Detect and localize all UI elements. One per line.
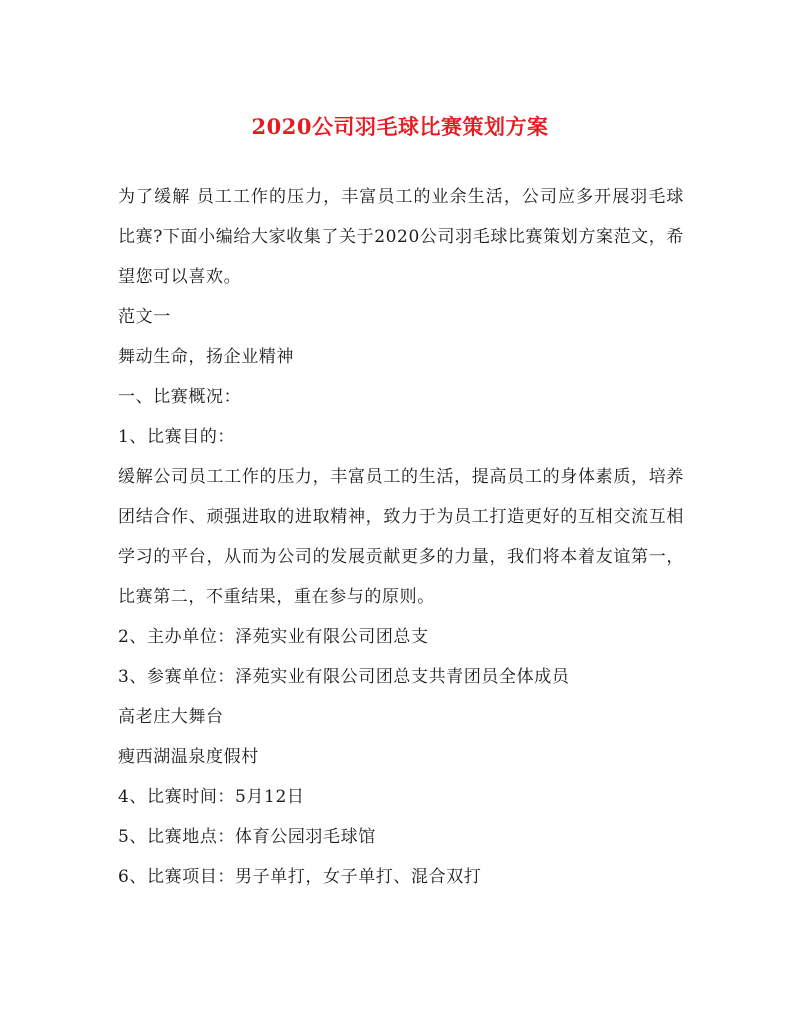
organizer-line: 2、主办单位：泽苑实业有限公司团总支 [118, 627, 429, 647]
sample-heading: 范文一 [118, 307, 171, 327]
venue-line-1: 高老庄大舞台 [118, 707, 224, 727]
document-body [118, 177, 684, 897]
location-line: 5、比赛地点：体育公园羽毛球馆 [118, 827, 376, 847]
document-title: 2020公司羽毛球比赛策划方案 [251, 114, 549, 139]
time-line: 4、比赛时间：5月12日 [118, 787, 305, 807]
purpose-paragraph: 缓解公司员工工作的压力，丰富员工的生活，提高员工的身体素质，培养团结合作、顽强进取的进取精神，致力于为员工打造更好的互相交流互相学习的平台，从而为公司的发展贡献更多的力量，我们将本着友谊第一，比赛第二，不重结果，重在参与的原则。 [118, 467, 684, 607]
purpose-heading: 1、比赛目的： [118, 427, 236, 447]
events-line: 6、比赛项目：男子单打，女子单打、混合双打 [118, 867, 482, 887]
venue-line-2: 瘦西湖温泉度假村 [118, 747, 259, 767]
intro-paragraph: 为了缓解 员工工作的压力，丰富员工的业余生活，公司应多开展羽毛球比赛?下面小编给大家收集了关于2020公司羽毛球比赛策划方案范文，希望您可以喜欢。 [118, 187, 684, 287]
section-heading: 一、比赛概况： [118, 387, 242, 407]
theme-line: 舞动生命，扬企业精神 [118, 347, 294, 367]
participants-line: 3、参赛单位：泽苑实业有限公司团总支共青团员全体成员 [118, 667, 570, 687]
